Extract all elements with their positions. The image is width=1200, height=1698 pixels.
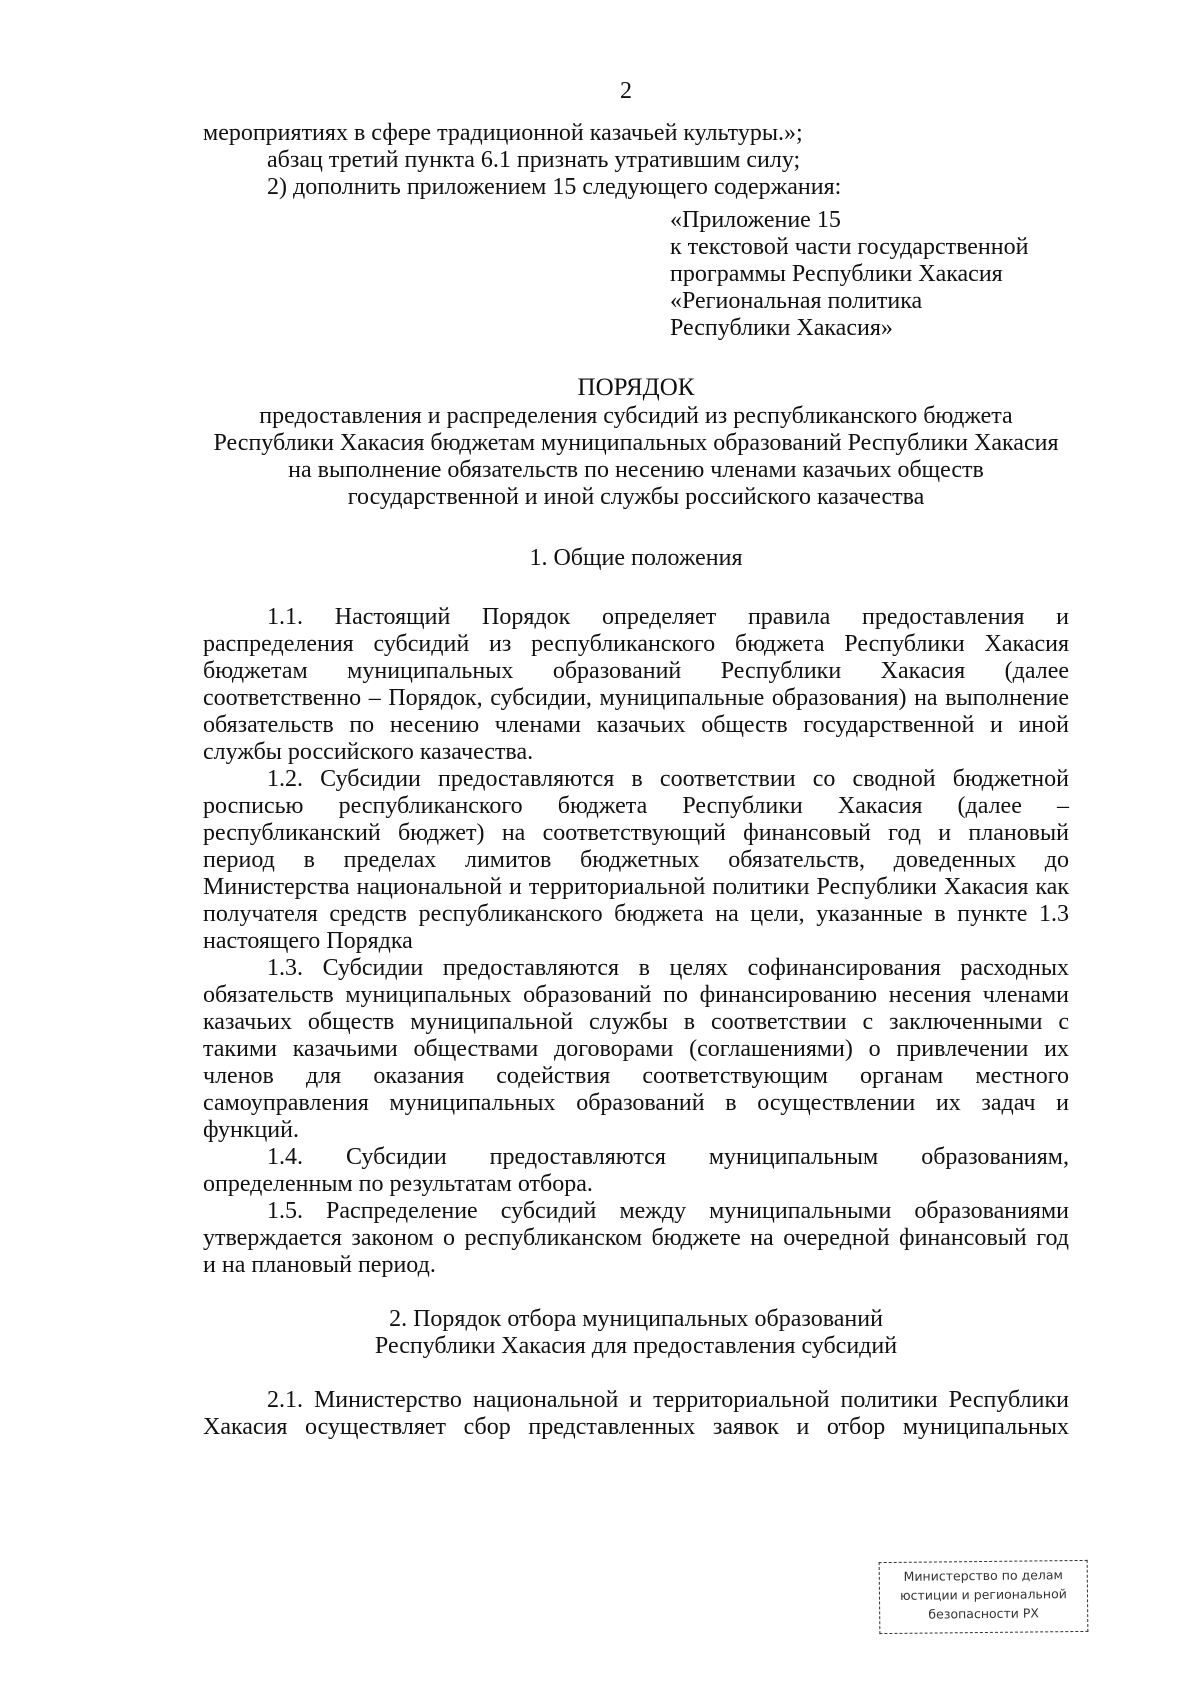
paragraph-line: распределения субсидий из республиканского бюджета Республики Хакасия: [203, 631, 1069, 657]
section-2-heading: [203, 1306, 1069, 1360]
attachment-line: «Региональная политика: [670, 288, 923, 314]
paragraph-line: Министерства национальной и территориальной политики Республики Хакасия как: [203, 874, 1069, 900]
subtitle-line: Республики Хакасия бюджетам муниципальных образований Республики Хакасия: [213, 430, 1059, 456]
paragraph-line: 1.5. Распределение субсидий между муниципальными образованиями: [267, 1198, 1069, 1224]
paragraph-line: обязательств по несению членами казачьих обществ государственной и иной: [203, 712, 1069, 738]
paragraph-line: такими казачьими обществами договорами (соглашениями) о привлечении их: [203, 1036, 1069, 1062]
document-title: ПОРЯДОК: [577, 374, 695, 401]
section-1-heading: 1. Общие положения: [529, 545, 743, 571]
paragraph-1-4: [203, 1144, 1069, 1198]
paragraph-line: самоуправления муниципальных образований в осуществлении их задач и: [203, 1090, 1069, 1116]
attachment-line: к текстовой части государственной: [670, 234, 1029, 260]
paragraph-line: утверждается законом о республиканском бюджете на очередной финансовый год: [203, 1225, 1069, 1251]
paragraph-line: соответственно – Порядок, субсидии, муниципальные образования) на выполнение: [203, 685, 1069, 711]
paragraph-2-1: [203, 1387, 1069, 1441]
paragraph-line: росписью республиканского бюджета Республики Хакасия (далее –: [203, 793, 1069, 819]
paragraph-line: период в пределах лимитов бюджетных обязательств, доведенных до: [203, 847, 1069, 873]
document-subtitle: [190, 403, 1082, 511]
paragraph-1-2: [203, 766, 1069, 955]
intro-block: [203, 120, 1069, 201]
stamp-line: Министерство по делам: [903, 1567, 1064, 1584]
paragraph-line: службы российского казачества.: [203, 739, 534, 765]
ministry-stamp: [879, 1560, 1089, 1634]
stamp-line: юстиции и региональной: [900, 1586, 1067, 1603]
paragraph-1-3: [203, 955, 1069, 1144]
paragraph-line: членов для оказания содействия соответствующим органам местного: [203, 1063, 1069, 1089]
intro-line: 2) дополнить приложением 15 следующего содержания:: [267, 174, 842, 200]
attachment-line: «Приложение 15: [670, 207, 841, 233]
paragraph-line: 1.1. Настоящий Порядок определяет правила предоставления и: [267, 604, 1069, 630]
intro-line: мероприятиях в сфере традиционной казачьей культуры.»;: [203, 120, 803, 146]
intro-line: абзац третий пункта 6.1 признать утратившим силу;: [267, 147, 801, 173]
paragraph-line: получателя средств республиканского бюджета на цели, указанные в пункте 1.3: [203, 901, 1069, 927]
section-heading-line: Республики Хакасия для предоставления субсидий: [374, 1333, 898, 1359]
paragraph-line: 1.3. Субсидии предоставляются в целях софинансирования расходных: [267, 955, 1069, 981]
subtitle-line: на выполнение обязательств по несению членами казачьих обществ: [288, 457, 984, 483]
paragraph-line: казачьих обществ муниципальной службы в соответствии с заключенными с: [203, 1009, 1069, 1035]
paragraph-line: 2.1. Министерство национальной и территориальной политики Республики: [267, 1387, 1069, 1413]
paragraph-line: республиканский бюджет) на соответствующий финансовый год и плановый: [203, 820, 1069, 846]
attachment-reference: [670, 207, 1028, 342]
subtitle-line: предоставления и распределения субсидий из республиканского бюджета: [259, 403, 1013, 429]
paragraph-line: и на плановый период.: [203, 1252, 436, 1278]
paragraph-line: бюджетам муниципальных образований Республики Хакасия (далее: [203, 658, 1069, 684]
paragraph-1-5: [203, 1198, 1069, 1279]
attachment-line: Республики Хакасия»: [670, 315, 893, 341]
paragraph-1-1: [203, 604, 1069, 766]
section-heading-line: 2. Порядок отбора муниципальных образований: [389, 1306, 883, 1332]
page-number: 2: [620, 78, 632, 104]
paragraph-line: Хакасия осуществляет сбор представленных заявок и отбор муниципальных: [203, 1414, 1069, 1440]
attachment-line: программы Республики Хакасия: [670, 261, 1003, 287]
subtitle-line: государственной и иной службы российского казачества: [347, 484, 925, 510]
paragraph-line: 1.2. Субсидии предоставляются в соответствии со сводной бюджетной: [267, 766, 1069, 792]
paragraph-line: обязательств муниципальных образований по финансированию несения членами: [203, 982, 1069, 1008]
paragraph-line: функций.: [203, 1117, 299, 1143]
paragraph-line: 1.4. Субсидии предоставляются муниципальным образованиям,: [267, 1144, 1069, 1170]
paragraph-line: настоящего Порядка: [203, 928, 413, 954]
paragraph-line: определенным по результатам отбора.: [203, 1171, 593, 1197]
stamp-line: безопасности РХ: [928, 1605, 1040, 1622]
